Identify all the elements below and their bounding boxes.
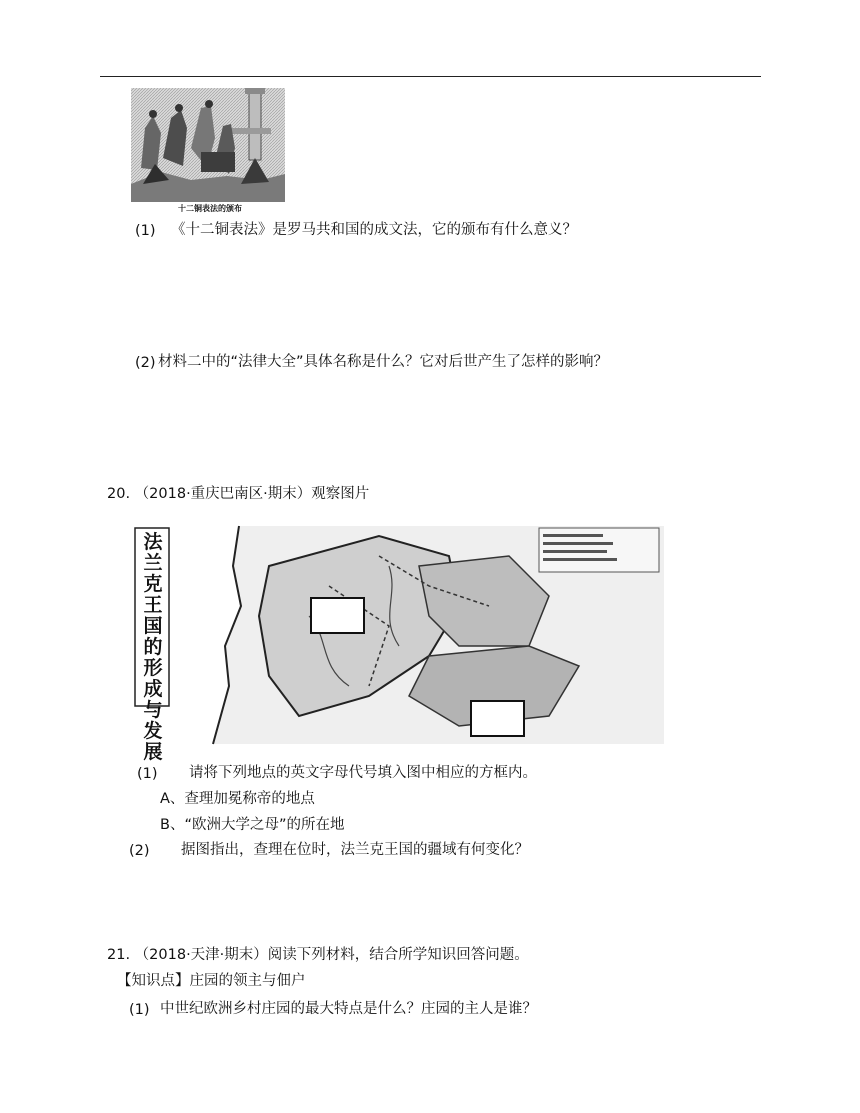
q20-option-a: A、查理加冕称帝的地点 <box>160 791 315 807</box>
q20-p2-text: 据图指出，查理在位时，法兰克王国的疆域有何变化？ <box>181 842 529 858</box>
q21-p1-text: 中世纪欧洲乡村庄园的最大特点是什么？庄园的主人是谁？ <box>160 1001 537 1017</box>
frankish-kingdom-map <box>129 526 664 763</box>
q20-title: 20. （2018·重庆巴南区·期末）观察图片 <box>107 486 370 502</box>
q21-title: 21. （2018·天津·期末）阅读下列材料，结合所学知识回答问题。 <box>107 947 529 963</box>
answer-box-upper[interactable] <box>310 597 365 634</box>
figure-caption: 十二铜表法的颁布 <box>178 203 242 213</box>
answer-box-lower[interactable] <box>470 700 525 737</box>
q20-p1-text: 请将下列地点的英文字母代号填入图中相应的方框内。 <box>189 765 537 781</box>
q19-p2-text: 材料二中的“法律大全”具体名称是什么？它对后世产生了怎样的影响？ <box>158 354 609 370</box>
twelve-tables-illustration <box>131 88 285 202</box>
q21-p1-number: (1) <box>129 1002 150 1018</box>
q20-option-b: B、“欧洲大学之母”的所在地 <box>160 817 345 833</box>
q19-p2-number: (2) <box>135 355 156 371</box>
header-rule <box>100 76 761 77</box>
q19-p1-text: 《十二铜表法》是罗马共和国的成文法，它的颁布有什么意义？ <box>171 222 577 238</box>
q19-p1-number: (1) <box>135 223 156 239</box>
map-title: 法兰克王国的形成与发展 <box>143 531 163 763</box>
q20-p2-number: (2) <box>129 843 150 859</box>
q21-knowledge-point: 【知识点】庄园的领主与佃户 <box>117 973 306 989</box>
q20-p1-number: (1) <box>137 766 158 782</box>
